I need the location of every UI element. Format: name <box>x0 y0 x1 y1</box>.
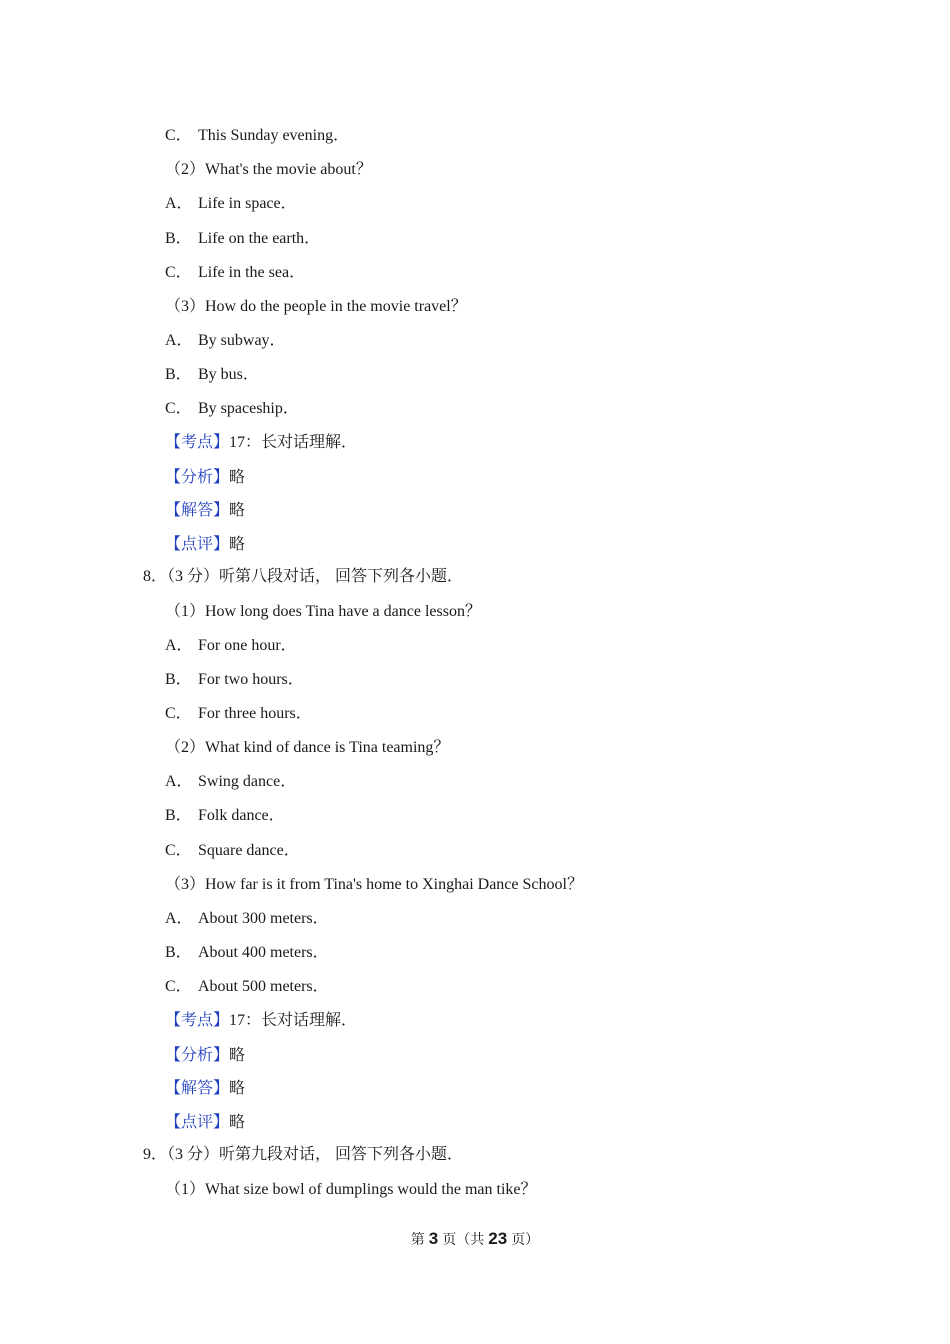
analysis-text: 17：长对话理解． <box>229 1012 358 1029</box>
option-text: Swing dance． <box>198 773 297 790</box>
option-text: Life in space． <box>198 195 297 212</box>
analysis-label: 【点评】 <box>165 1114 230 1131</box>
analysis-line <box>165 468 245 488</box>
analysis-line <box>165 1113 245 1133</box>
option-letter: A． <box>165 637 193 654</box>
option-letter: B． <box>165 671 192 688</box>
option-letter: C． <box>165 400 192 417</box>
option-letter: A． <box>165 773 193 790</box>
total-pages: 23 <box>488 1229 508 1248</box>
option-letter: A． <box>165 332 193 349</box>
option-text: About 500 meters． <box>198 978 329 995</box>
analysis-label: 【解答】 <box>165 502 230 519</box>
analysis-label: 【点评】 <box>165 536 230 553</box>
option-letter: B． <box>165 230 192 247</box>
answer-option <box>165 943 329 963</box>
answer-option <box>165 670 304 690</box>
option-letter: A． <box>165 195 193 212</box>
page-number: 3 <box>428 1229 439 1248</box>
question-heading: 8．（3 分）听第八段对话， 回答下列各小题． <box>143 568 464 585</box>
analysis-label: 【考点】 <box>165 434 230 451</box>
answer-option <box>165 263 305 283</box>
analysis-line <box>165 501 245 521</box>
option-letter: C． <box>165 705 192 722</box>
analysis-line <box>165 1079 245 1099</box>
option-letter: B． <box>165 807 192 824</box>
answer-option <box>165 365 259 385</box>
analysis-line <box>165 1011 357 1031</box>
option-text: Folk dance． <box>198 807 285 824</box>
footer-prefix: 第 <box>410 1233 425 1248</box>
option-letter: C． <box>165 264 192 281</box>
option-letter: A． <box>165 910 193 927</box>
option-text: About 400 meters． <box>198 944 329 961</box>
option-letter: C． <box>165 978 192 995</box>
option-text: For three hours． <box>198 705 312 722</box>
analysis-text: 略 <box>229 1114 246 1131</box>
option-text: For two hours． <box>198 671 304 688</box>
answer-option <box>165 399 299 419</box>
analysis-label: 【分析】 <box>165 1047 230 1064</box>
answer-option <box>165 806 285 826</box>
analysis-text: 略 <box>229 469 246 486</box>
analysis-label: 【解答】 <box>165 1080 230 1097</box>
option-text: Life in the sea． <box>198 264 306 281</box>
option-letter: C． <box>165 127 192 144</box>
sub-question: （1）How long does Tina have a dance lesson？ <box>165 603 481 620</box>
option-text: By bus． <box>198 366 259 383</box>
option-letter: C． <box>165 842 192 859</box>
analysis-label: 【分析】 <box>165 469 230 486</box>
analysis-line <box>165 1046 245 1066</box>
analysis-text: 略 <box>229 1080 246 1097</box>
option-text: Square dance． <box>198 842 300 859</box>
answer-option <box>165 841 300 861</box>
answer-option <box>165 772 296 792</box>
option-letter: B． <box>165 366 192 383</box>
option-letter: B． <box>165 944 192 961</box>
sub-question: （3）How do the people in the movie travel？ <box>165 298 467 315</box>
sub-question: （2）What's the movie about？ <box>165 161 372 178</box>
answer-option <box>165 229 320 249</box>
option-text: For one hour． <box>198 637 297 654</box>
sub-question: （3）How far is it from Tina's home to Xinghai Dance School？ <box>165 876 583 893</box>
answer-option <box>165 126 349 146</box>
question-heading: 9．（3 分）听第九段对话， 回答下列各小题． <box>143 1146 464 1163</box>
option-text: This Sunday evening． <box>198 127 350 144</box>
analysis-text: 17：长对话理解． <box>229 434 358 451</box>
answer-option <box>165 331 286 351</box>
option-text: About 300 meters． <box>198 910 329 927</box>
analysis-text: 略 <box>229 536 246 553</box>
analysis-label: 【考点】 <box>165 1012 230 1029</box>
analysis-line <box>165 433 357 453</box>
answer-option <box>165 977 329 997</box>
footer-suffix: 页） <box>511 1233 540 1248</box>
sub-question: （1）What size bowl of dumplings would the man tike？ <box>165 1181 537 1198</box>
option-text: By spaceship． <box>198 400 299 417</box>
option-text: Life on the earth． <box>198 230 321 247</box>
page-footer <box>0 1229 950 1251</box>
answer-option <box>165 636 297 656</box>
analysis-text: 略 <box>229 1047 246 1064</box>
answer-option <box>165 194 297 214</box>
option-text: By subway． <box>198 332 286 349</box>
answer-option <box>165 909 329 929</box>
analysis-line <box>165 535 245 555</box>
footer-middle: 页（共 <box>442 1233 485 1248</box>
sub-question: （2）What kind of dance is Tina teaming？ <box>165 739 450 756</box>
answer-option <box>165 704 312 724</box>
analysis-text: 略 <box>229 502 246 519</box>
